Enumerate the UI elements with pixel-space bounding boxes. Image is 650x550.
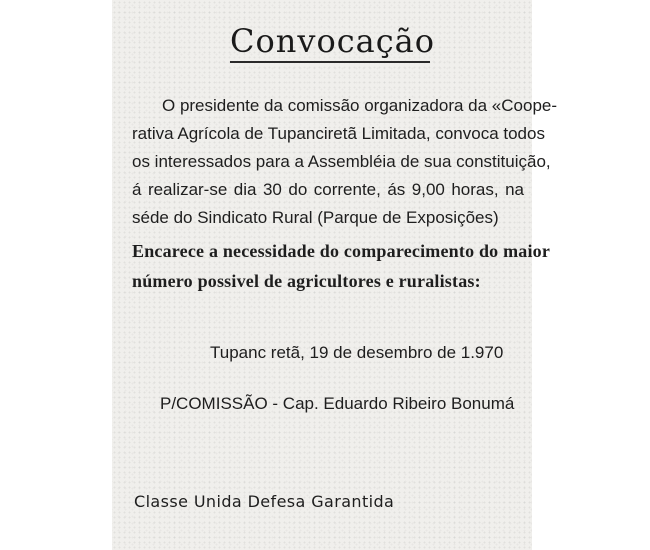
date-line: Tupanc retã, 19 de desembro de 1.970 [210,343,504,362]
body-line-3: os interessados para a Assembléia de sua constituição, [132,152,551,171]
body-line-5: séde do Sindicato Rural (Parque de Exposições) [132,208,499,227]
body-line-1: O presidente da comissão organizadora da «Coope- [162,96,558,115]
title-underline [230,61,430,63]
emphasis-line-1: Encarece a necessidade do comparecimento do maior [132,241,551,261]
signature-line: P/COMISSÃO - Cap. Eduardo Ribeiro Bonumá [160,394,515,413]
notice-title: Convocação [230,22,435,60]
body-line-2: rativa Agrícola de Tupanciretã Limitada, convoca todos [132,124,545,143]
motto-line: Classe Unida Defesa Garantida [134,492,395,511]
body-line-4: á realizar-se dia 30 do corrente, ás 9,00 horas, na [132,180,524,199]
emphasis-line-2: número possivel de agricultores e ruralistas: [132,271,481,291]
newspaper-clipping [112,0,558,550]
